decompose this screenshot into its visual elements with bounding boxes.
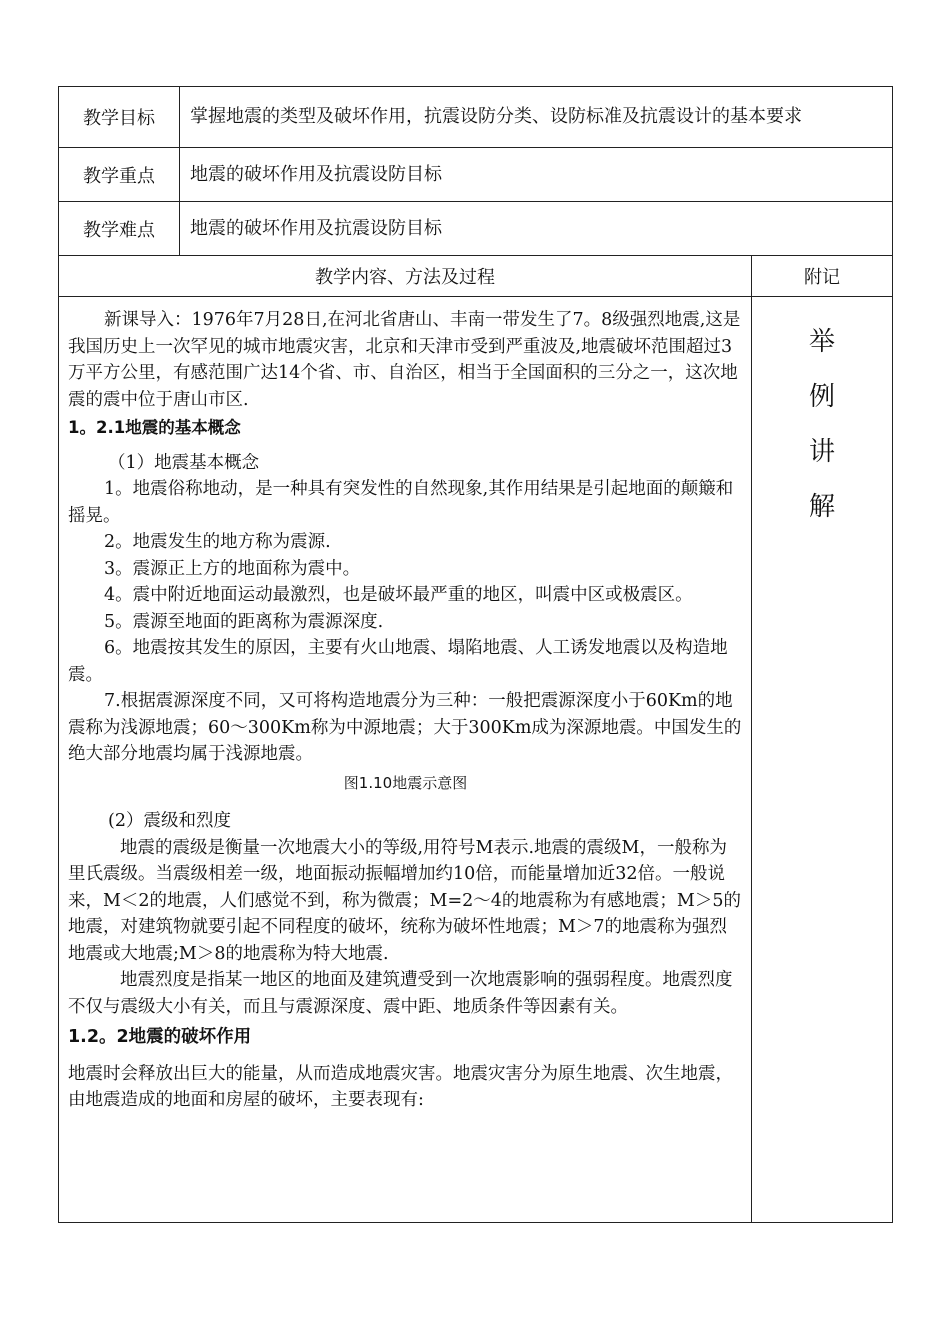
goal-text: 掌握地震的类型及破坏作用，抗震设防分类、设防标准及抗震设计的基本要求	[180, 87, 893, 148]
difficulty-text: 地震的破坏作用及抗震设防目标	[180, 202, 893, 256]
lesson-plan	[58, 86, 892, 1223]
difficulty-row	[59, 202, 893, 256]
difficulty-label: 教学难点	[59, 202, 180, 256]
key-text: 地震的破坏作用及抗震设防目标	[180, 148, 893, 202]
lesson-table	[58, 86, 893, 1223]
note-header: 附记	[752, 256, 893, 297]
note-char-4: 解	[808, 492, 835, 522]
header-row	[59, 256, 893, 297]
intro-paragraph: 新课导入：1976年7月28日,在河北省唐山、丰南一带发生了7。8级强烈地震,这是我国历史上一次罕见的城市地震灾害，北京和天津市受到严重波及,地震破坏范围超过3万平方公里，有感范围广达14个省、市、自治区，相当于全国面积的三分之一，这次地震的震中位于唐山市区.	[68, 310, 741, 410]
goal-label: 教学目标	[59, 87, 180, 148]
note-vertical-text	[752, 297, 892, 535]
concept-paragraph-3: 3。震源正上方的地面称为震中。	[104, 558, 361, 579]
concept-paragraph-6: 6。地震按其发生的原因，主要有火山地震、塌陷地震、人工诱发地震以及构造地震。	[68, 638, 728, 685]
damage-paragraph: 地震时会释放出巨大的能量，从而造成地震灾害。地震灾害分为原生地震、次生地震，由地震造成的地面和房屋的破坏，主要表现有:	[68, 1063, 733, 1110]
note-cell	[752, 297, 893, 1223]
magnitude-paragraph: 地震的震级是衡量一次地震大小的等级,用符号M表示.地震的震级M，一般称为里氏震级。当震级相差一级，地面振动振幅增加约10倍，而能量增加近32倍。一般说来，M＜2的地震，人们感觉不到，称为微震；M=2～4的地震称为有感地震；M＞5的地震，对建筑物就要引起不同程度的破坏，统称为破坏性地震；M＞7的地震称为强烈地震或大地震;M＞8的地震称为特大地震.	[68, 837, 741, 964]
section-heading-1: 1。2.1地震的基本概念	[68, 418, 241, 437]
content-row	[59, 297, 893, 1223]
note-char-2: 例	[808, 382, 835, 412]
figure-caption: 图1.10地震示意图	[343, 773, 468, 792]
goal-row	[59, 87, 893, 148]
section-heading-2: 1.2。2地震的破坏作用	[68, 1027, 252, 1047]
intensity-paragraph: 地震烈度是指某一地区的地面及建筑遭受到一次地震影响的强弱程度。地震烈度不仅与震级大小有关，而且与震源深度、震中距、地质条件等因素有关。	[68, 970, 733, 1017]
subheading-magnitude: (2）震级和烈度	[108, 811, 231, 831]
concept-paragraph-5: 5。震源至地面的距离称为震源深度.	[104, 611, 384, 632]
content-header: 教学内容、方法及过程	[59, 256, 752, 297]
concept-paragraph-7: 7.根据震源深度不同，又可将构造地震分为三种：一般把震源深度小于60Km的地震称为浅源地震；60～300Km称为中源地震；大于300Km成为深源地震。中国发生的绝大部分地震均属于浅源地震。	[68, 691, 742, 764]
note-char-3: 讲	[808, 437, 835, 467]
note-char-1: 举	[808, 327, 835, 357]
content-cell	[59, 297, 752, 1223]
concept-paragraph-2: 2。地震发生的地方称为震源.	[104, 532, 331, 552]
key-row	[59, 148, 893, 202]
subheading-basic-concepts: （1）地震基本概念	[108, 452, 260, 473]
key-label: 教学重点	[59, 148, 180, 202]
concept-paragraph-1: 1。地震俗称地动，是一种具有突发性的自然现象,其作用结果是引起地面的颠簸和摇晃。	[68, 479, 734, 526]
concept-paragraph-4: 4。震中附近地面运动最激烈，也是破坏最严重的地区，叫震中区或极震区。	[104, 585, 693, 605]
